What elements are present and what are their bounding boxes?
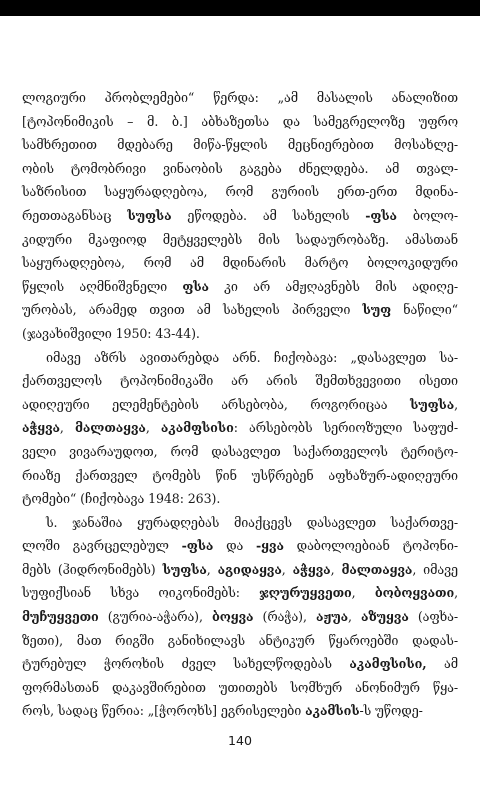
text-run: (აფხა- <box>408 609 458 625</box>
bold-term: მუჩუყვეთი <box>22 609 99 625</box>
text-line <box>22 629 458 653</box>
text-run: ფორმასთან დაკავშირებით უთითებს სომხურ ანონიმურ წყა- <box>22 679 458 695</box>
text-run: იმავე აზრს ავითარებდა არნ. ჩიქობავა: „დასავლეთ სა- <box>46 349 458 365</box>
text-run: ს. ჯანაშია ყურადღებას მიაქცევს დასავლეთ საქართვე- <box>46 514 458 530</box>
text-run: , <box>281 561 293 577</box>
bold-term: სუფსა <box>162 561 207 577</box>
text-run: ველი ვივარაუდოთ, რომ დასავლეთ საქართველოს ტერიტო- <box>22 443 458 459</box>
text-line <box>22 133 458 157</box>
text-run: , <box>330 561 342 577</box>
bold-term: აკამფსისი <box>160 420 234 436</box>
text-run: ტომები“ (ჩიქობავა 1948: 263). <box>22 491 221 507</box>
text-run: [ტოპონიმიკის – მ. ბ.] აბხაზეთსა და სამეგრელოზე უფრო <box>22 113 458 129</box>
bold-term: მალთაყვა <box>74 420 146 436</box>
text-line <box>22 275 458 299</box>
text-run: (გურია-აჭარა), <box>98 609 212 625</box>
bold-term: აჭყვა <box>22 420 60 436</box>
bold-term: სუფ <box>362 302 392 318</box>
text-line <box>22 558 458 582</box>
text-run: როს, სადაც წერია: „[ჭოროხს] ეგრისელები <box>22 703 306 719</box>
text-line <box>22 581 458 605</box>
text-run: : არსებობს სერიოზული საფუძ- <box>233 420 458 436</box>
bold-term: აკამსის <box>305 703 360 719</box>
text-line <box>22 322 458 346</box>
text-run: რეთთაგანსაც <box>22 207 128 223</box>
bold-term: -ფსა <box>365 207 397 223</box>
text-run: რიაზე ქართველ ტომებს წინ უსწრებენ აფხაზურ-ადიღეური <box>22 467 458 483</box>
text-run: ზეთი), მათ რიგში განიხილავს ანტიკურ წყაროებში დადას- <box>22 632 458 648</box>
bold-term: ბოყვა <box>211 609 254 625</box>
text-run: კიდური მკაფიოდ მეტყველებს მის სადაურობაზე. ამასთან <box>22 231 458 247</box>
text-line <box>22 86 458 110</box>
text-run: დაბოლოებიან ტოპონი- <box>283 538 458 554</box>
text-run: (ჯავახიშვილი 1950: 43-44). <box>22 325 200 341</box>
text-run: , <box>145 420 161 436</box>
text-run: ამ <box>426 656 458 672</box>
text-run: ლოში გავრცელებულ <box>22 538 182 554</box>
bold-term: აჭყვა <box>292 561 331 577</box>
bold-term: მალთაყვა <box>341 561 413 577</box>
text-line <box>22 676 458 700</box>
text-line <box>22 180 458 204</box>
text-run: , <box>348 609 361 625</box>
page-body <box>22 86 458 723</box>
text-line <box>22 393 458 417</box>
top-status-bar <box>0 0 480 16</box>
text-run: სუფიქსიან სხვა ოიკონიმებს: <box>22 585 260 601</box>
text-line <box>22 464 458 488</box>
text-run: , იმავე <box>412 561 458 577</box>
text-run: ობის ტომობრივი ვინაობის გაგება ძნელდება. ამ თვალ- <box>22 160 458 176</box>
text-line <box>22 652 458 676</box>
text-run: ეწოდება. ამ სახელის <box>171 207 366 223</box>
text-run: ადიღეური ელემენტების არსებობა, როგორიცაა <box>22 396 410 412</box>
bold-term: აკამფსისი, <box>349 656 427 672</box>
text-line <box>22 110 458 134</box>
text-line <box>22 251 458 275</box>
text-run: სამხრეთით მდებარე მიწა-წყლის მეცნიერებით მოსახლე- <box>22 137 458 153</box>
text-line <box>22 511 458 535</box>
text-line <box>22 298 458 322</box>
text-line <box>22 416 458 440</box>
text-line <box>22 204 458 228</box>
paragraph-p2 <box>22 346 458 511</box>
text-run: ურობას, არამედ თვით ამ სახელის პირველი <box>22 302 363 318</box>
text-run: მებს (ჰიდრონიმებს) <box>22 561 163 577</box>
text-run: ლოგიური პრობლემები“ წერდა: „ამ მასალის ანალიზით <box>22 90 458 105</box>
bold-term: აზუყვა <box>360 609 409 625</box>
text-line <box>22 369 458 393</box>
bold-term: სუფსა <box>409 396 455 412</box>
text-run: ბოლო- <box>396 207 458 223</box>
text-run: საზრისით საყურადღებოა, რომ გურიის ერთ-ერთ მდინა- <box>22 184 458 200</box>
text-run: და <box>213 538 257 554</box>
bold-term: ბობოყვათი <box>374 585 455 601</box>
text-run: , <box>351 585 375 601</box>
text-run: ტურებულ ჭოროხის ძველ სახელწოდებას <box>22 656 350 672</box>
text-line <box>22 228 458 252</box>
text-line <box>22 440 458 464</box>
bold-term: აგიდაყვა <box>217 561 282 577</box>
text-run: ქართველოს ტოპონიმიკაში არ არის შემთხვევითი ისეთი <box>22 373 458 389</box>
bold-term: ჯღურუყვეთი <box>259 585 352 601</box>
bold-term: -ფსა <box>181 538 214 554</box>
text-run: , <box>59 420 75 436</box>
paragraph-p1 <box>22 86 458 346</box>
text-run: -ს უწოდე- <box>359 703 423 719</box>
text-run: , <box>454 396 458 412</box>
bold-term: ფსა <box>182 278 209 294</box>
page-number: 140 <box>227 733 253 748</box>
text-line <box>22 346 458 370</box>
text-run: , <box>206 561 218 577</box>
text-run: , <box>454 585 458 601</box>
text-run: ნაწილი“ <box>391 302 458 318</box>
text-line <box>22 605 458 629</box>
text-run: წყლის აღმნიშვნელი <box>22 278 183 294</box>
bold-term: აჟუა <box>315 609 348 625</box>
text-run: (რაჭა), <box>253 609 316 625</box>
bold-term: -ყვა <box>256 538 284 554</box>
bold-term: სუფსა <box>127 207 172 223</box>
text-run: კი არ ამჟღავნებს მის ადიღე- <box>208 278 458 294</box>
text-line <box>22 487 458 511</box>
text-line <box>22 157 458 181</box>
text-line <box>22 699 458 723</box>
text-line <box>22 534 458 558</box>
text-run: საყურადღებოა, რომ ამ მდინარის მარტო ბოლოკიდური <box>22 255 458 271</box>
paragraph-p3 <box>22 511 458 723</box>
